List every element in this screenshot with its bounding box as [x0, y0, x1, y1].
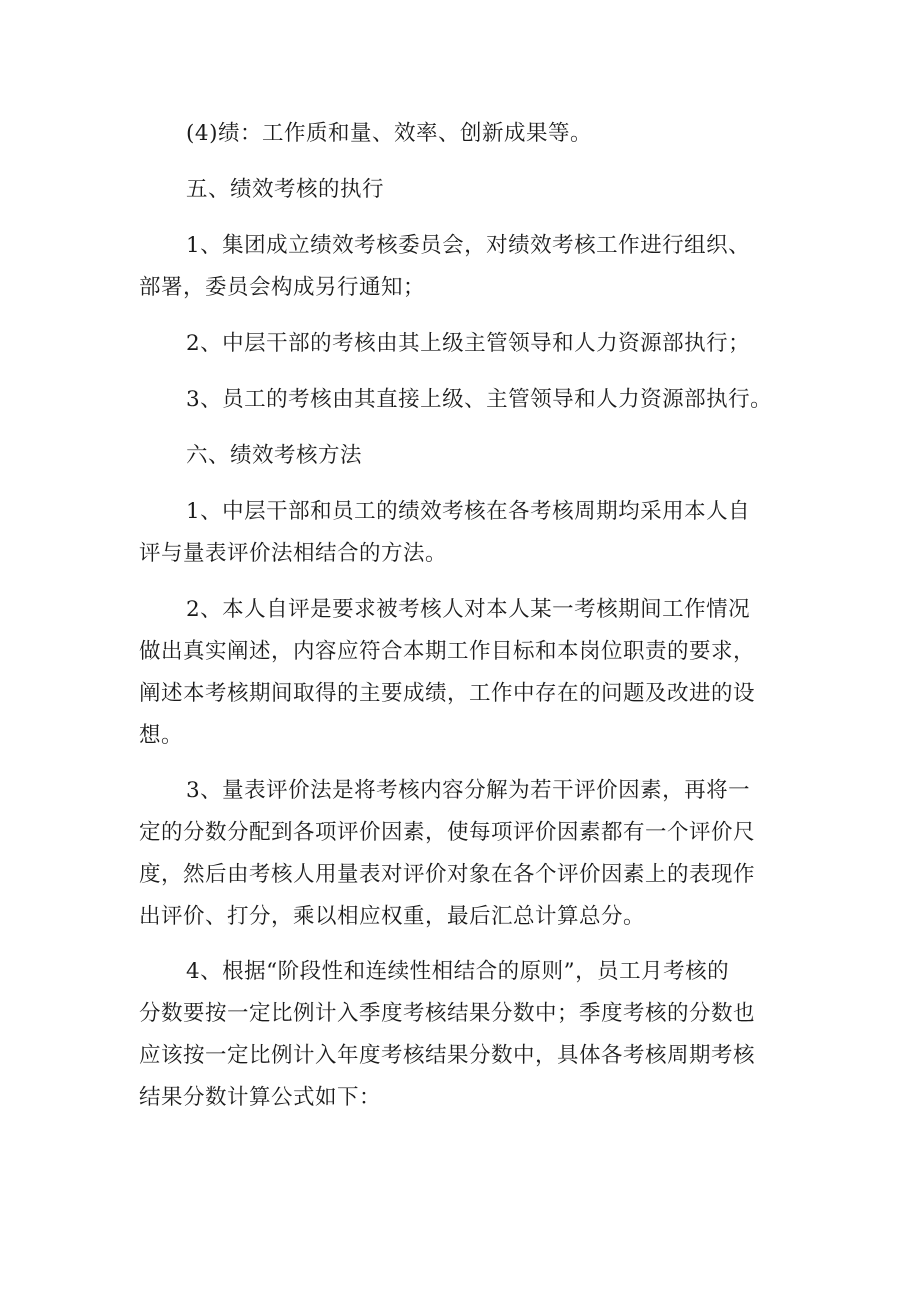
text-line: 4、根据“阶段性和连续性相结合的原则”，员工月考核的 — [186, 959, 730, 984]
text-line: 六、绩效考核方法 — [186, 443, 363, 468]
text-line: 评与量表评价法相结合的方法。 — [139, 541, 448, 566]
text-line: 五、绩效考核的执行 — [186, 177, 385, 202]
paragraph-method-1 — [139, 491, 799, 575]
paragraph-execution-3 — [139, 379, 799, 421]
text-line: 想。 — [139, 723, 184, 748]
text-line: 1、中层干部和员工的绩效考核在各考核周期均采用本人自 — [186, 499, 751, 524]
text-line: 应该按一定比例计入年度考核结果分数中，具体各考核周期考核 — [139, 1043, 756, 1068]
section-heading-5 — [139, 169, 799, 211]
text-line: 3、员工的考核由其直接上级、主管领导和人力资源部执行。 — [186, 387, 773, 412]
paragraph-method-3 — [139, 770, 799, 938]
text-line: 3、量表评价法是将考核内容分解为若干评价因素，再将一 — [186, 778, 751, 803]
text-line: 结果分数计算公式如下： — [139, 1085, 382, 1110]
text-line: 出评价、打分，乘以相应权重，最后汇总计算总分。 — [139, 904, 646, 929]
text-line: 分数要按一定比例计入季度考核结果分数中；季度考核的分数也 — [139, 1001, 756, 1026]
text-line: 部署，委员会构成另行通知； — [139, 275, 426, 300]
section-heading-6 — [139, 435, 799, 477]
text-line: (4)绩：工作质和量、效率、创新成果等。 — [186, 121, 592, 146]
text-line: 2、本人自评是要求被考核人对本人某一考核期间工作情况 — [186, 597, 751, 622]
text-line: 定的分数分配到各项评价因素，使每项评价因素都有一个评价尺 — [139, 820, 756, 845]
text-line: 度，然后由考核人用量表对评价对象在各个评价因素上的表现作 — [139, 862, 756, 887]
paragraph-execution-1 — [139, 225, 799, 309]
paragraph-execution-2 — [139, 323, 799, 365]
text-line: 2、中层干部的考核由其上级主管领导和人力资源部执行； — [186, 331, 751, 356]
paragraph-performance-item-4 — [139, 113, 799, 155]
paragraph-method-2 — [139, 589, 799, 757]
text-line: 1、集团成立绩效考核委员会，对绩效考核工作进行组织、 — [186, 233, 751, 258]
text-line: 做出真实阐述，内容应符合本期工作目标和本岗位职责的要求， — [139, 639, 756, 664]
paragraph-method-4 — [139, 951, 799, 1119]
text-line: 阐述本考核期间取得的主要成绩，工作中存在的问题及改进的设 — [139, 681, 756, 706]
document-body — [139, 113, 799, 1119]
